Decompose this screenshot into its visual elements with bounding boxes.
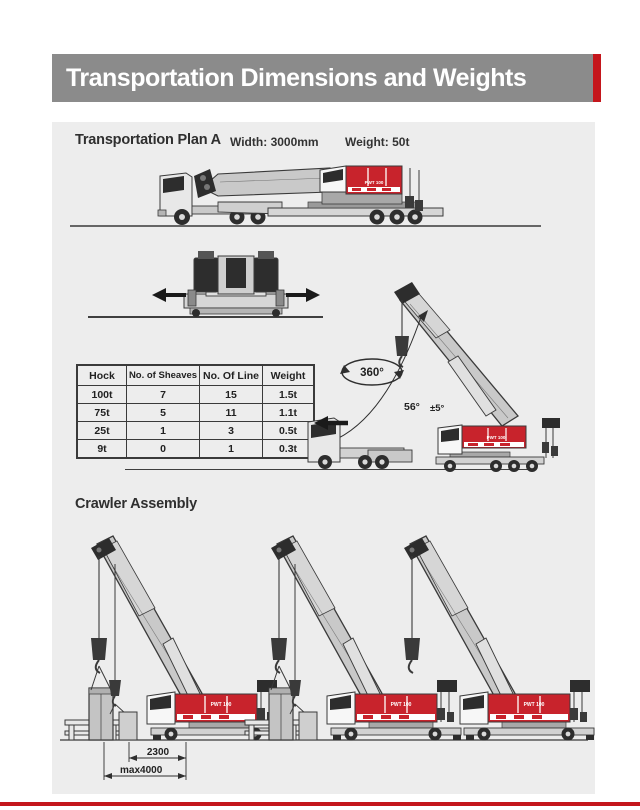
table-cell: 7	[127, 386, 200, 404]
table-row	[77, 440, 314, 459]
content-panel	[52, 122, 595, 794]
header-red-accent	[593, 54, 601, 102]
boom-angle-label: 56°	[404, 401, 420, 413]
crawler-assembly-illustration	[54, 522, 594, 784]
width-spec	[230, 135, 319, 149]
table-cell: 0	[127, 440, 200, 459]
table-cell: 1.5t	[263, 386, 315, 404]
weight-value: 50t	[392, 135, 410, 149]
model-badge: PWT 100	[390, 702, 412, 708]
section-title-crawler-assembly: Crawler Assembly	[75, 496, 197, 512]
hook-weight-table	[76, 364, 315, 459]
crane-1-lifting-track	[65, 536, 281, 741]
table-cell: 1.1t	[263, 404, 315, 422]
table-cell: 15	[200, 386, 263, 404]
table-cell: 1	[127, 422, 200, 440]
model-badge: PWT 100	[523, 702, 545, 708]
front-view-illustration	[148, 242, 323, 320]
table-cell: 11	[200, 404, 263, 422]
model-badge: PWT 100	[210, 702, 232, 708]
weight-label: Weight:	[345, 135, 389, 149]
weight-spec	[345, 135, 409, 149]
width-value: 3000mm	[270, 135, 319, 149]
table-cell: 9t	[77, 440, 127, 459]
section-title-plan-a: Transportation Plan A	[75, 132, 221, 148]
table-cell: 0.3t	[263, 440, 315, 459]
table-cell: 0.5t	[263, 422, 315, 440]
transport-truck-illustration	[68, 160, 543, 230]
table-cell: 3	[200, 422, 263, 440]
table-cell: 5	[127, 404, 200, 422]
width-label: Width:	[230, 135, 268, 149]
model-badge: PWT 100	[486, 435, 506, 440]
table-cell: 1	[200, 440, 263, 459]
table-row	[77, 386, 314, 404]
page-title: Transportation Dimensions and Weights	[66, 64, 527, 92]
table-header-cell: No. Of Line	[200, 365, 263, 386]
table-header-cell: Hock	[77, 365, 127, 386]
swing-range-label: 360°	[360, 367, 384, 379]
angle-tolerance-label: ±5°	[430, 403, 445, 414]
table-header-cell: No. of Sheaves	[127, 365, 200, 386]
dimension-label-max-width: max4000	[120, 765, 163, 776]
table-row	[77, 422, 314, 440]
model-badge: PWT 100	[364, 180, 384, 185]
footer-red-rule	[0, 802, 640, 806]
table-cell: 100t	[77, 386, 127, 404]
table-cell: 75t	[77, 404, 127, 422]
dimension-label-track-spacing: 2300	[146, 747, 170, 758]
unload-scene-illustration	[300, 270, 612, 470]
table-cell: 25t	[77, 422, 127, 440]
header-bar	[52, 54, 601, 102]
table-row	[77, 404, 314, 422]
table-header-cell: Weight	[263, 365, 315, 386]
